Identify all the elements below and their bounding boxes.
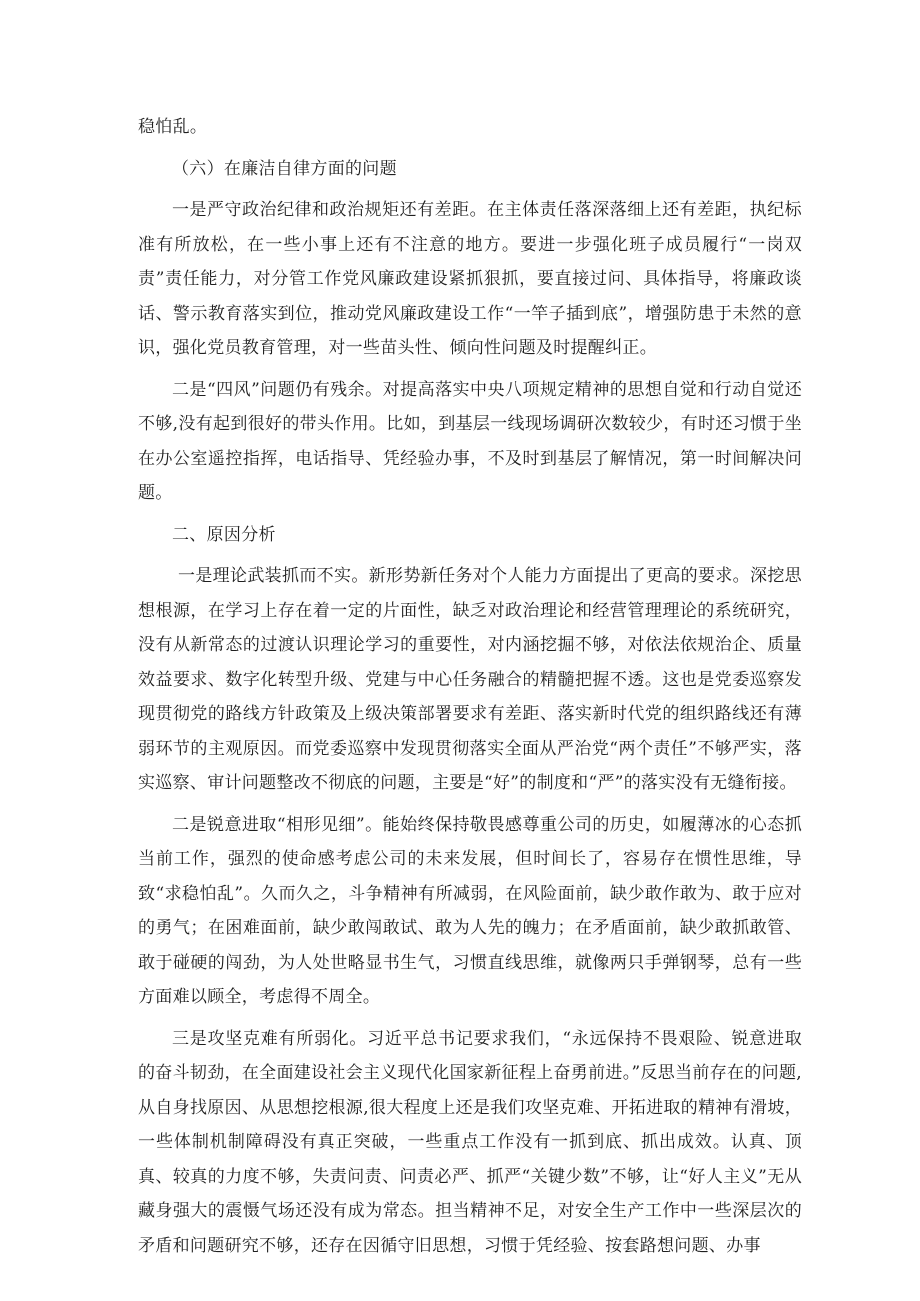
paragraph-theory: 一是理论武装抓而不实。新形势新任务对个人能力方面提出了更高的要求。深挖思想根源，在学习上存在着一定的片面性，缺乏对政治理论和经营管理理论的系统研究，没有从新常态的过渡认识理论学习的重要性，对内涵挖掘不够，对依法依规治企、质量效益要求、数字化转型升级、党建与中心任务融合的精髓把握不透。这也是党委巡察发现贯彻党的路线方针政策及上级决策部署要求有差距、落实新时代党的组织路线还有薄弱环节的主观原因。而党委巡察中发现贯彻落实全面从严治党“两个责任”不够严实，落实巡察、审计问题整改不彻底的问题，主要是“好”的制度和“严”的落实没有无缝衔接。 [138, 566, 802, 793]
paragraph-continuation: 稳怕乱。 [138, 117, 208, 137]
section-heading-integrity: （六）在廉洁自律方面的问题 [172, 158, 397, 179]
document-body [138, 110, 802, 1263]
paragraph-political-discipline: 一是严守政治纪律和政治规矩还有差距。在主体责任落深落细上还有差距，执纪标准有所放松，在一些小事上还有不注意的地方。要进一步强化班子成员履行“一岗双责”责任能力，对分管工作党风廉政建设紧抓狠抓，要直接过问、具体指导，将廉政谈话、警示教育落实到位，推动党风廉政建设工作“一竿子插到底”，增强防患于未然的意识，强化党员教育管理，对一些苗头性、倾向性问题及时提醒纠正。 [138, 200, 802, 358]
section-heading-cause-analysis: 二、原因分析 [172, 524, 276, 545]
paragraph-four-winds: 二是“四风”问题仍有残余。对提高落实中央八项规定精神的思想自觉和行动自觉还不够,没有起到很好的带头作用。比如，到基层一线现场调研次数较少，有时还习惯于坐在办公室遥控指挥，电话指导、凭经验办事，不及时到基层了解情况，第一时间解决问题。 [138, 379, 802, 503]
paragraph-tackling-difficulties: 三是攻坚克难有所弱化。习近平总书记要求我们，“永远保持不畏艰险、锐意进取的奋斗韧劲，在全面建设社会主义现代化国家新征程上奋勇前进。”反思当前存在的问题,从自身找原因、从思想挖根源,很大程度上还是我们攻坚克难、开拓进取的精神有滑坡，一些体制机制障碍没有真正突破，一些重点工作没有一抓到底、抓出成效。认真、顶真、较真的力度不够，失责问责、问责必严、抓严“关键少数”不够，让“好人主义”无从藏身强大的震慑气场还没有成为常态。担当精神不足，对安全生产工作中一些深层次的矛盾和问题研究不够，还存在因循守旧思想，习惯于凭经验、按套路想问题、办事 [138, 1028, 802, 1256]
paragraph-enterprising: 二是锐意进取“相形见细”。能始终保持敬畏感尊重公司的历史，如履薄冰的心态抓当前工作，强烈的使命感考虑公司的未来发展，但时间长了，容易存在惯性思维，导致“求稳怕乱”。久而久之，斗争精神有所减弱，在风险面前，缺少敢作敢为、敢于应对的勇气；在困难面前，缺少敢闯敢试、敢为人先的魄力；在矛盾面前，缺少敢抓敢管、敢于碰硬的闯劲，为人处世略显书生气，习惯直线思维，就像两只手弹钢琴，总有一些方面难以顾全，考虑得不周全。 [138, 814, 802, 1007]
